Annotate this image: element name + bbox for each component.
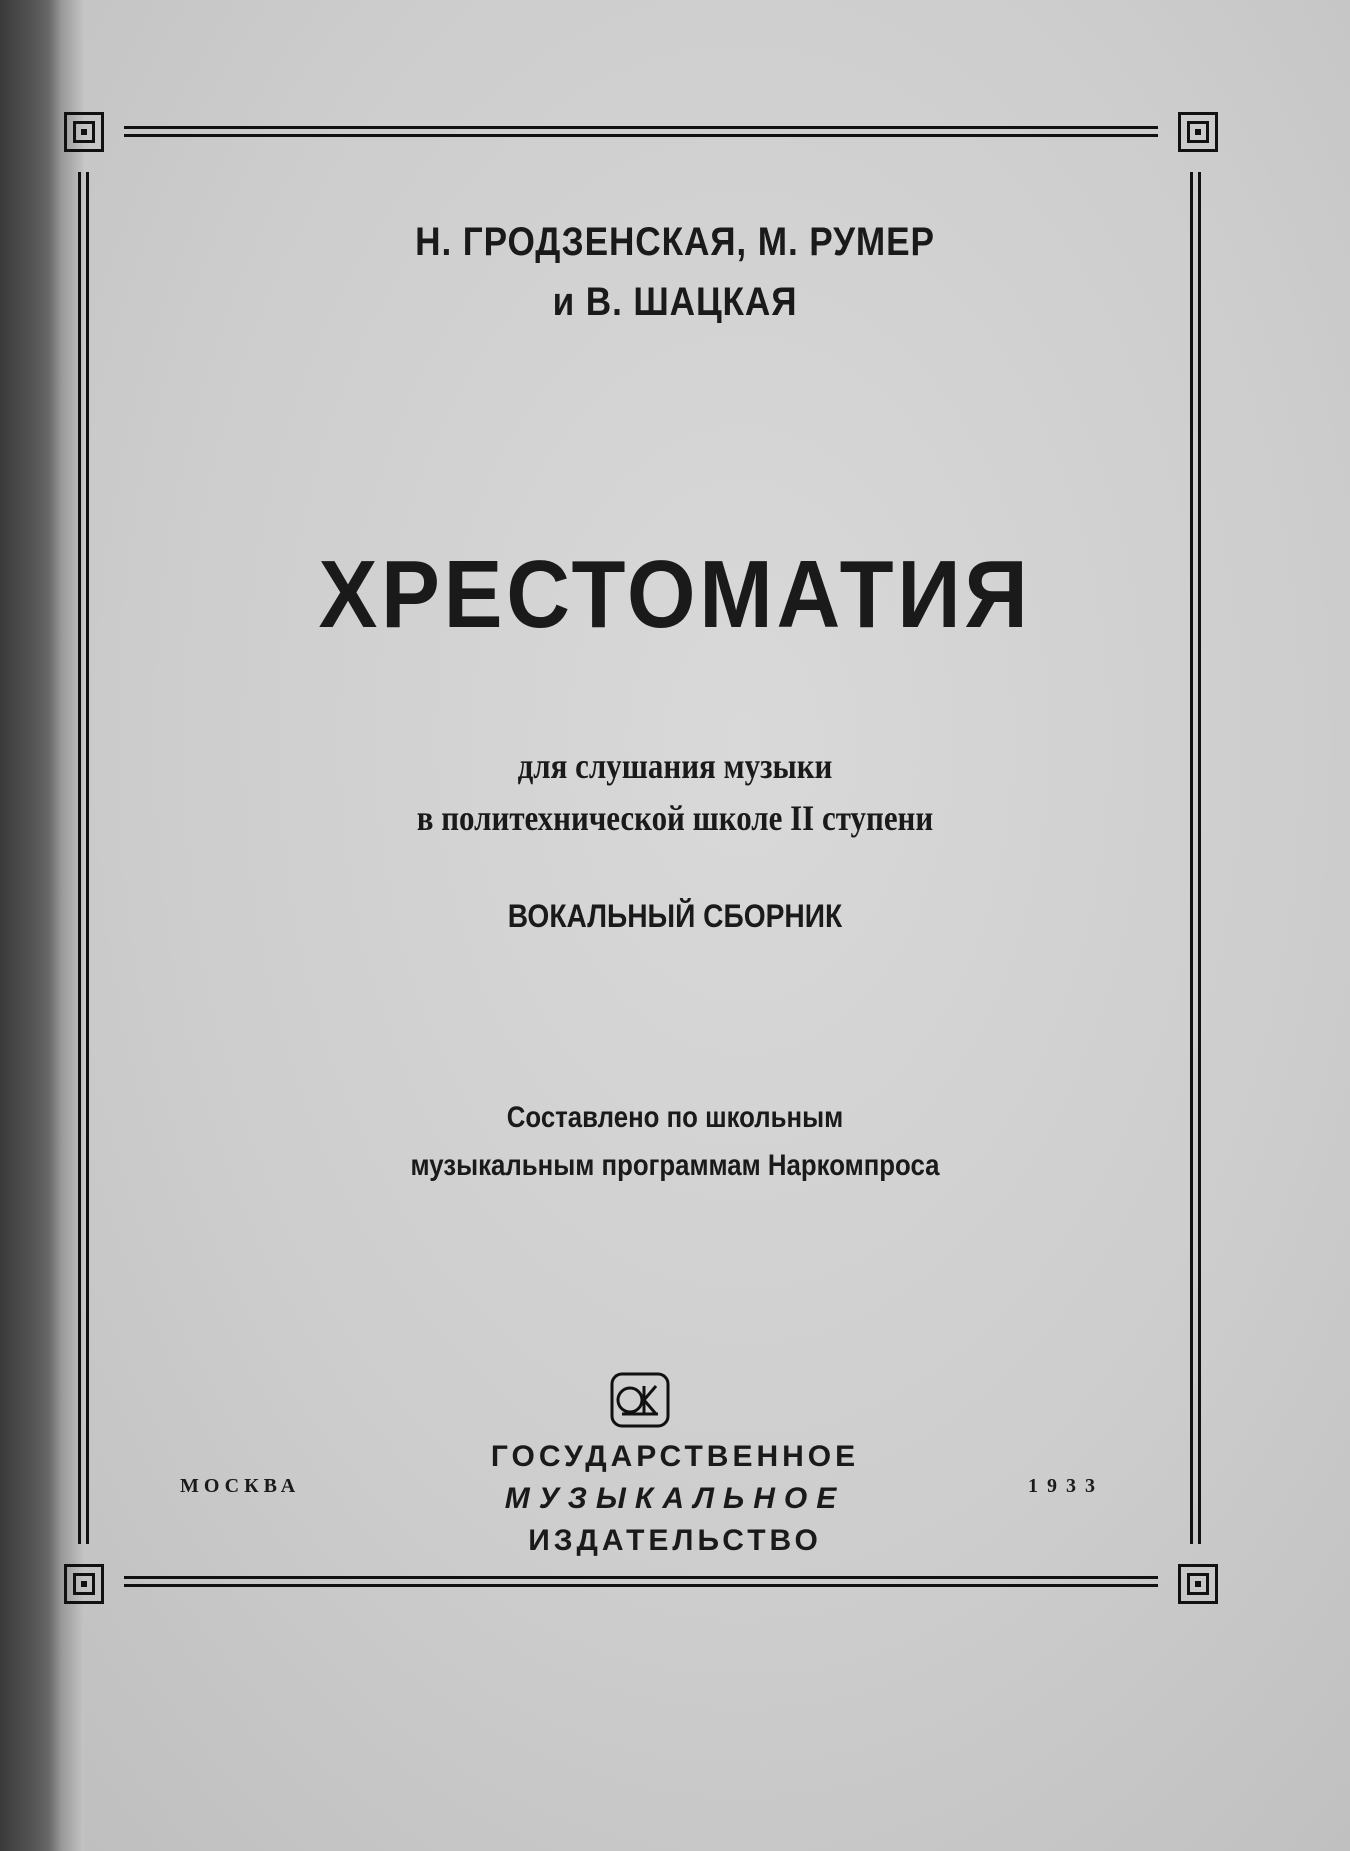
- authors-line-2: и В. ШАЦКАЯ: [552, 280, 798, 324]
- subtitle-line-1: для слушания музыки: [517, 746, 833, 786]
- frame-corner-top-left-icon: [64, 112, 104, 152]
- frame-left-line-outer: [78, 172, 81, 1544]
- frame-corner-top-right-icon: [1178, 112, 1218, 152]
- publisher-emblem-icon: [608, 1370, 672, 1430]
- frame-top-line-inner: [124, 134, 1158, 137]
- imprint-year: 1933: [1028, 1475, 1104, 1497]
- cloth-spine: [0, 0, 62, 1851]
- collection-name: ВОКАЛЬНЫЙ СБОРНИК: [507, 898, 843, 934]
- frame-top-line-outer: [124, 126, 1158, 129]
- book-title: ХРЕСТОМАТИЯ: [318, 541, 1032, 648]
- frame-left-line-inner: [86, 172, 89, 1544]
- frame-right-line-outer: [1190, 172, 1193, 1544]
- publisher-line-3: ИЗДАТЕЛЬСТВО: [528, 1524, 822, 1557]
- frame-bottom-line-outer: [124, 1576, 1158, 1579]
- publisher-line-1: ГОСУДАРСТВЕННОЕ: [490, 1440, 860, 1473]
- frame-corner-bottom-right-icon: [1178, 1564, 1218, 1604]
- imprint-city: МОСКВА: [180, 1475, 301, 1497]
- publisher-line-2: МУЗЫКАЛЬНОЕ: [504, 1482, 846, 1515]
- compiled-line-2: музыкальным программам Наркомпроса: [410, 1149, 940, 1182]
- compiled-note: [95, 1094, 1256, 1190]
- publisher-name: [0, 1436, 1350, 1562]
- authors: [81, 212, 1269, 332]
- compiled-line-1: Составлено по школьным: [506, 1101, 844, 1134]
- frame-bottom-line-inner: [124, 1584, 1158, 1587]
- subtitle-line-2: в политехнической школе II ступени: [416, 798, 934, 838]
- authors-line-1: Н. ГРОДЗЕНСКАЯ, М. РУМЕР: [415, 220, 935, 264]
- frame-corner-bottom-left-icon: [64, 1564, 104, 1604]
- subtitle: [95, 740, 1256, 844]
- frame-right-line-inner: [1198, 172, 1201, 1544]
